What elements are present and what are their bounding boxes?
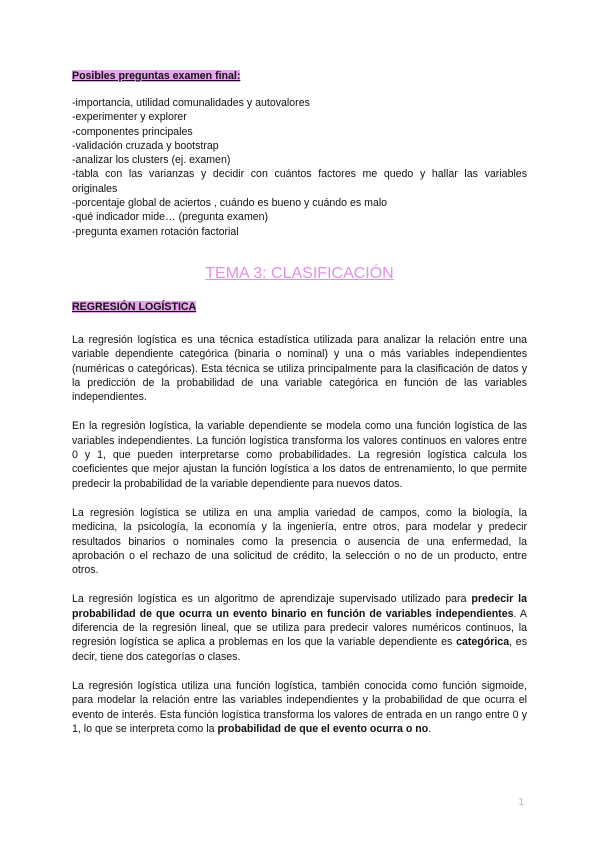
paragraph-4 [72,592,527,663]
question-item: -tabla con las varianzas y decidir con cuántos factores me quedo y hallar las variables [72,168,527,181]
paragraph-4-text-c: . A diferencia de la regresión lineal, que se utiliza para predecir valores numéricos continuos, la regresión logística se aplica a problemas en los que la variable dependiente es [72,607,527,649]
paragraph-2: En la regresión logística, la variable dependiente se modela como una función logística de las variables independientes. La función logística transforma los valores continuos en valores entre 0 y 1, que pueden interpretarse como probabilidades. La regresión logística calcula los coeficientes que mejor ajustan la función logística a los datos de entrenamiento, lo que permite predecir la probabilidad de la variable dependiente para nuevos datos. [72,420,527,490]
paragraph-4-bold-a: predecir la probabilidad de que ocurra un evento binario en función de variables independientes [72,593,527,620]
paragraph-4-text-a: La regresión logística es un algoritmo de aprendizaje supervisado utilizado para [72,593,472,606]
question-item: -qué indicador mide… (pregunta examen) [72,211,269,224]
section-title [72,301,527,313]
question-item: -experimenter y explorer [72,111,187,124]
question-item: originales [72,182,118,195]
questions-title-text: Posibles preguntas examen final: [72,70,241,82]
page-number: 1 [518,797,524,808]
paragraph-5-bold-b: probabilidad de que el evento ocurra o no [217,722,429,735]
question-item: -porcentaje global de aciertos , cuándo es bueno y cuándo es malo [72,197,388,210]
tema-heading: TEMA 3: CLASIFICACIÓN [205,264,394,282]
document-page [72,70,527,751]
questions-title [72,70,527,82]
paragraph-5-text-a: La regresión logística utiliza una función logística, también conocida como función sigmoide, para modelar la relación entre las variables independientes y la probabilidad de que ocurra el evento de interés. Esta función logística transforma los valores de entrada en un rango entre 0 y 1, lo que se interpreta como la [72,679,527,735]
paragraph-5-text-c: . [428,722,432,735]
section-title-text: REGRESIÓN LOGÍSTICA [72,300,197,313]
paragraph-1: La regresión logística es una técnica estadística utilizada para analizar la relación entre una variable dependiente categórica (binaria o nominal) y una o más variables independientes (numéricas o categóricas). Esta técnica se utiliza principalmente para la clasificación de datos y la predicción de la probabilidad de una variable categórica en función de las variables independientes. [72,333,527,404]
question-item: -componentes principales [72,125,193,138]
questions-list [72,96,527,239]
question-item: -pregunta examen rotación factorial [72,225,239,238]
paragraph-4-bold-d: categórica [456,636,510,649]
paragraph-3: La regresión logística se utiliza en una amplia variedad de campos, como la biología, la medicina, la psicología, la economía y la ingeniería, entre otros, para modelar y predecir resultados binarios o nominales como la presencia o ausencia de una enfermedad, la aprobación o el rechazo de una solicitud de crédito, la selección o no de un producto, entre otros. [72,506,527,577]
question-item: -analizar los clusters (ej. examen) [72,154,231,167]
paragraph-4-text-e: , es decir, tiene dos categorías o clases. [72,636,527,663]
paragraph-5 [72,679,527,736]
question-item: -validación cruzada y bootstrap [72,139,219,152]
question-item: -importancia, utilidad comunalidades y autovalores [72,97,310,109]
